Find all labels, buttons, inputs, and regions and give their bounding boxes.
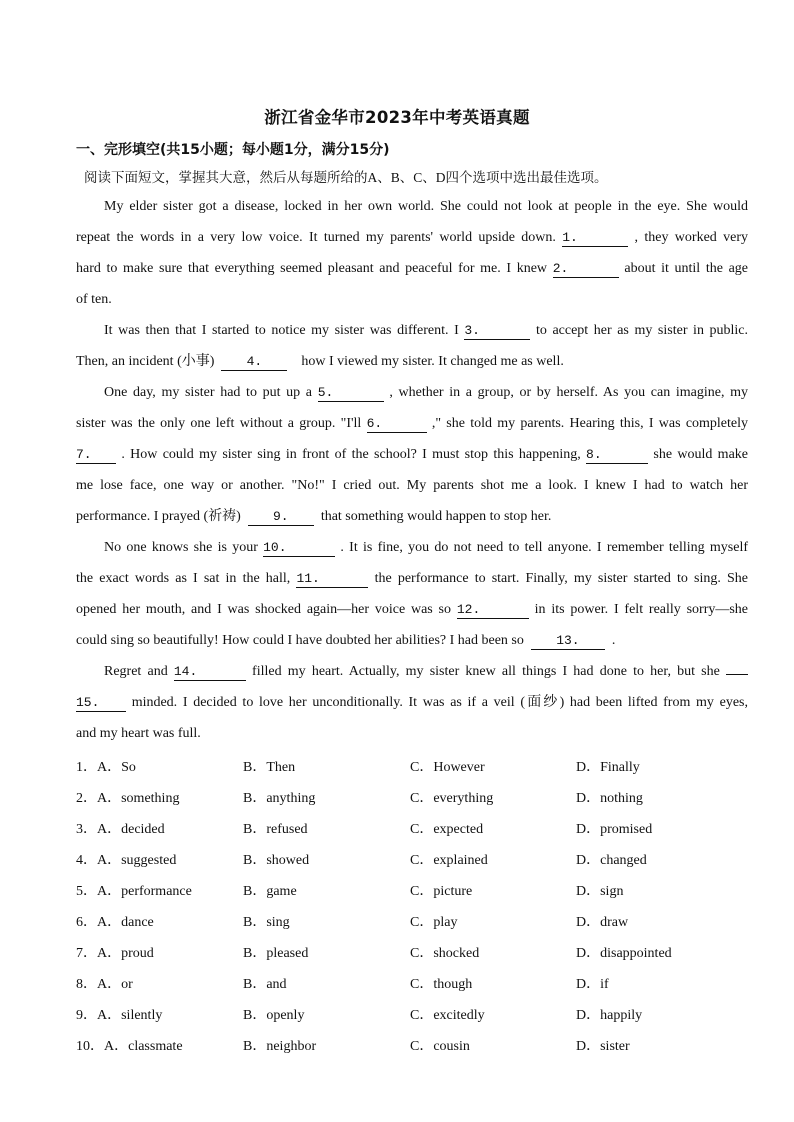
option-9-c[interactable]: C．excitedly [410, 1008, 485, 1023]
option-10-a[interactable]: 10．A．classmate [76, 1039, 183, 1054]
passage-line: Regret and 14. filled my heart. Actually, my sister knew all things I had done to her, but she [76, 662, 748, 682]
option-2-a[interactable]: 2．A．something [76, 791, 180, 806]
option-10-b[interactable]: B．neighbor [243, 1039, 317, 1054]
blank-4[interactable]: 4. [221, 354, 287, 371]
option-4-b[interactable]: B．showed [243, 853, 310, 868]
option-7-a[interactable]: 7．A．proud [76, 946, 154, 961]
passage-line: of ten. [76, 292, 112, 307]
question-row-5 [76, 882, 748, 902]
passage-line: Then, an incident (小事) 4. how I viewed my sister. It changed me as well. [76, 354, 564, 369]
passage-line: could sing so beautifully! How could I have doubted her abilities? I had been so 13. . [76, 633, 616, 648]
blank-10[interactable]: 10. [263, 540, 335, 557]
option-2-c[interactable]: C．everything [410, 791, 494, 806]
blank-7[interactable]: 7. [76, 447, 116, 464]
option-2-b[interactable]: B．anything [243, 791, 316, 806]
passage-line: repeat the words in a very low voice. It turned my parents' world upside down. 1. , they worked very [76, 230, 748, 245]
question-row-9 [76, 1006, 748, 1026]
blank-12[interactable]: 12. [457, 602, 529, 619]
page-title: 浙江省金华市2023年中考英语真题 [264, 108, 530, 127]
passage-line: One day, my sister had to put up a 5. , whether in a group, or by herself. As you can imagine, my [104, 385, 749, 400]
option-8-b[interactable]: B．and [243, 977, 287, 992]
passage-line: 7. . How could my sister sing in front of the school? I must stop this happening, 8. she would make [76, 447, 749, 462]
option-5-c[interactable]: C．picture [410, 884, 473, 899]
question-row-7 [76, 944, 748, 964]
question-row-6 [76, 913, 748, 933]
option-6-c[interactable]: C．play [410, 915, 458, 930]
option-1-c[interactable]: C．However [410, 760, 485, 775]
section-heading: 一、完形填空(共15小题；每小题1分，满分15分) [76, 142, 390, 158]
option-9-a[interactable]: 9．A．silently [76, 1008, 163, 1023]
question-row-8 [76, 975, 748, 995]
instructions: 阅读下面短文，掌握其大意，然后从每题所给的A、B、C、D四个选项中选出最佳选项。 [84, 170, 608, 185]
option-7-c[interactable]: C．shocked [410, 946, 480, 961]
option-10-d[interactable]: D．sister [576, 1039, 630, 1054]
option-1-b[interactable]: B．Then [243, 760, 296, 775]
question-row-10 [76, 1037, 748, 1057]
blank-11[interactable]: 11. [296, 571, 368, 588]
blank-1[interactable]: 1. [562, 230, 628, 247]
passage-line: opened her mouth, and I was shocked again—her voice was so 12. in its power. I felt really sorry—she [76, 602, 749, 617]
blank-15-start [726, 674, 748, 675]
option-4-c[interactable]: C．explained [410, 853, 488, 868]
passage-line: 15. minded. I decided to love her unconditionally. It was as if a veil (面纱) had been lifted from my eyes, [76, 695, 748, 710]
blank-6[interactable]: 6. [367, 416, 427, 433]
option-6-a[interactable]: 6．A．dance [76, 915, 154, 930]
passage-line: and my heart was full. [76, 726, 201, 741]
option-8-c[interactable]: C．though [410, 977, 473, 992]
blank-8[interactable]: 8. [586, 447, 648, 464]
blank-14[interactable]: 14. [174, 664, 246, 681]
question-row-1 [76, 758, 748, 778]
blank-9[interactable]: 9. [248, 509, 314, 526]
option-5-d[interactable]: D．sign [576, 884, 624, 899]
passage-line: hard to make sure that everything seemed pleasant and peaceful for me. I knew 2. about it until the age [76, 261, 749, 276]
passage-line: the exact words as I sat in the hall, 11. the performance to start. Finally, my sister started to sing. She [76, 571, 749, 586]
blank-5[interactable]: 5. [318, 385, 384, 402]
passage-line: No one knows she is your 10. . It is fine, you do not need to tell anyone. I remember telling myself [104, 540, 749, 555]
blank-15[interactable]: 15. [76, 695, 126, 712]
option-9-b[interactable]: B．openly [243, 1008, 305, 1023]
option-5-b[interactable]: B．game [243, 884, 297, 899]
option-10-c[interactable]: C．cousin [410, 1039, 470, 1054]
option-6-b[interactable]: B．sing [243, 915, 290, 930]
option-7-d[interactable]: D．disappointed [576, 946, 672, 961]
blank-3[interactable]: 3. [464, 323, 530, 340]
blank-13[interactable]: 13. [531, 633, 605, 650]
option-2-d[interactable]: D．nothing [576, 791, 643, 806]
option-9-d[interactable]: D．happily [576, 1008, 643, 1023]
passage-line: sister was the only one left without a group. "I'll 6. ," she told my parents. Hearing this, I was completely [76, 416, 749, 431]
option-5-a[interactable]: 5．A．performance [76, 884, 192, 899]
blank-2[interactable]: 2. [553, 261, 619, 278]
question-row-3 [76, 820, 748, 840]
option-1-d[interactable]: D．Finally [576, 760, 640, 775]
option-4-d[interactable]: D．changed [576, 853, 647, 868]
passage-line: me lose face, one way or another. "No!" I cried out. My parents shot me a look. I knew I had to watch her [76, 478, 748, 493]
option-6-d[interactable]: D．draw [576, 915, 629, 930]
option-8-a[interactable]: 8．A．or [76, 977, 133, 992]
option-4-a[interactable]: 4．A．suggested [76, 853, 177, 868]
option-3-d[interactable]: D．promised [576, 822, 653, 837]
option-1-a[interactable]: 1．A．So [76, 760, 136, 775]
passage-line: performance. I prayed (祈祷) 9. that something would happen to stop her. [76, 509, 552, 524]
passage-line: My elder sister got a disease, locked in her own world. She could not look at people in the eye. She would [104, 199, 748, 214]
option-8-d[interactable]: D．if [576, 977, 609, 992]
option-3-c[interactable]: C．expected [410, 822, 484, 837]
option-7-b[interactable]: B．pleased [243, 946, 309, 961]
question-row-4 [76, 851, 748, 871]
option-3-b[interactable]: B．refused [243, 822, 308, 837]
passage-line: It was then that I started to notice my sister was different. I 3. to accept her as my sister in public. [104, 323, 749, 338]
question-row-2 [76, 789, 748, 809]
option-3-a[interactable]: 3．A．decided [76, 822, 165, 837]
